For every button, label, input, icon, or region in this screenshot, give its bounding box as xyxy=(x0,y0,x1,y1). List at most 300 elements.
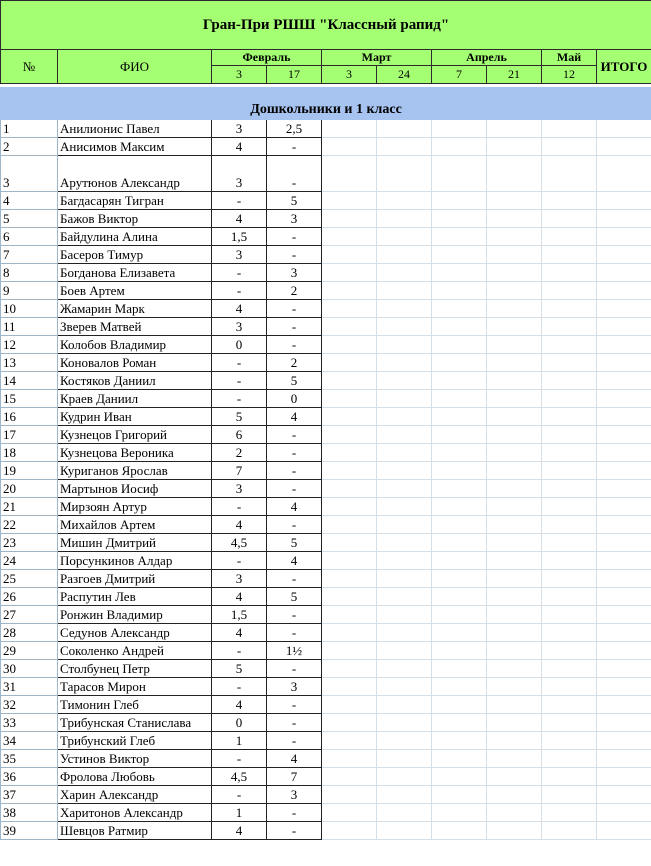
score-mar-3 xyxy=(322,480,377,498)
score-apr-7 xyxy=(432,498,487,516)
score-apr-7 xyxy=(432,480,487,498)
score-feb-17: - xyxy=(267,228,322,246)
table-row xyxy=(1,462,651,480)
score-apr-7 xyxy=(432,426,487,444)
score-may-12 xyxy=(542,354,597,372)
score-total xyxy=(597,300,651,318)
score-mar-24 xyxy=(377,444,432,462)
score-total xyxy=(597,372,651,390)
player-name: Багдасарян Тигран xyxy=(58,192,212,210)
month-header-may: Май xyxy=(542,50,597,66)
score-feb-3: 3 xyxy=(212,570,267,588)
score-apr-7 xyxy=(432,768,487,786)
player-name: Куриганов Ярослав xyxy=(58,462,212,480)
row-number: 2 xyxy=(1,138,58,156)
table-row xyxy=(1,120,651,138)
score-apr-7 xyxy=(432,462,487,480)
row-number: 12 xyxy=(1,336,58,354)
score-may-12 xyxy=(542,606,597,624)
score-feb-3: 1 xyxy=(212,804,267,822)
score-feb-3: - xyxy=(212,498,267,516)
player-name: Фролова Любовь xyxy=(58,768,212,786)
score-apr-7 xyxy=(432,570,487,588)
score-mar-24 xyxy=(377,336,432,354)
score-mar-24 xyxy=(377,480,432,498)
score-total xyxy=(597,408,651,426)
score-feb-3: - xyxy=(212,390,267,408)
score-feb-17: - xyxy=(267,246,322,264)
score-mar-3 xyxy=(322,750,377,768)
score-may-12 xyxy=(542,246,597,264)
row-number: 33 xyxy=(1,714,58,732)
score-feb-3: 3 xyxy=(212,480,267,498)
table-row xyxy=(1,570,651,588)
score-apr-7 xyxy=(432,786,487,804)
table-title: Гран-При РШШ "Классный рапид" xyxy=(1,1,651,50)
player-name: Боев Артем xyxy=(58,282,212,300)
score-total xyxy=(597,354,651,372)
score-apr-21 xyxy=(487,714,542,732)
score-apr-21 xyxy=(487,768,542,786)
score-may-12 xyxy=(542,462,597,480)
row-number: 20 xyxy=(1,480,58,498)
player-name: Разгоев Дмитрий xyxy=(58,570,212,588)
table-row xyxy=(1,138,651,156)
score-mar-24 xyxy=(377,282,432,300)
score-feb-17: - xyxy=(267,336,322,354)
score-apr-7 xyxy=(432,318,487,336)
row-number: 21 xyxy=(1,498,58,516)
table-row xyxy=(1,678,651,696)
score-apr-7 xyxy=(432,642,487,660)
score-may-12 xyxy=(542,786,597,804)
score-apr-21 xyxy=(487,624,542,642)
score-total xyxy=(597,714,651,732)
score-total xyxy=(597,246,651,264)
player-name: Кузнецов Григорий xyxy=(58,426,212,444)
score-feb-17: 5 xyxy=(267,192,322,210)
row-number: 29 xyxy=(1,642,58,660)
score-may-12 xyxy=(542,768,597,786)
score-may-12 xyxy=(542,498,597,516)
score-feb-3: 3 xyxy=(212,156,267,192)
score-may-12 xyxy=(542,444,597,462)
score-total xyxy=(597,768,651,786)
table-row xyxy=(1,210,651,228)
score-may-12 xyxy=(542,264,597,282)
score-mar-3 xyxy=(322,732,377,750)
score-total xyxy=(597,228,651,246)
score-total xyxy=(597,156,651,192)
table-row xyxy=(1,624,651,642)
score-mar-24 xyxy=(377,192,432,210)
score-apr-21 xyxy=(487,444,542,462)
score-mar-3 xyxy=(322,516,377,534)
month-header-march: Март xyxy=(322,50,432,66)
score-total xyxy=(597,696,651,714)
round-header-feb-3: 3 xyxy=(212,66,267,84)
score-may-12 xyxy=(542,552,597,570)
score-apr-7 xyxy=(432,246,487,264)
score-apr-7 xyxy=(432,660,487,678)
score-feb-17: 5 xyxy=(267,588,322,606)
score-mar-3 xyxy=(322,552,377,570)
score-apr-7 xyxy=(432,408,487,426)
column-header-number: № xyxy=(1,50,58,84)
score-feb-17: - xyxy=(267,624,322,642)
score-may-12 xyxy=(542,822,597,840)
score-total xyxy=(597,192,651,210)
row-number: 37 xyxy=(1,786,58,804)
column-header-name: ФИО xyxy=(58,50,212,84)
player-name: Богданова Елизавета xyxy=(58,264,212,282)
score-total xyxy=(597,480,651,498)
score-total xyxy=(597,138,651,156)
row-number: 13 xyxy=(1,354,58,372)
player-name: Трибунская Станислава xyxy=(58,714,212,732)
score-feb-17: - xyxy=(267,822,322,840)
month-header-february: Февраль xyxy=(212,50,322,66)
round-header-mar-3: 3 xyxy=(322,66,377,84)
row-number: 32 xyxy=(1,696,58,714)
score-feb-17: 4 xyxy=(267,552,322,570)
score-apr-21 xyxy=(487,678,542,696)
table-row xyxy=(1,228,651,246)
player-name: Анилионис Павел xyxy=(58,120,212,138)
score-apr-21 xyxy=(487,300,542,318)
player-name: Коновалов Роман xyxy=(58,354,212,372)
score-mar-24 xyxy=(377,588,432,606)
score-apr-7 xyxy=(432,606,487,624)
score-feb-17: 3 xyxy=(267,210,322,228)
player-name: Соколенко Андрей xyxy=(58,642,212,660)
player-name: Мишин Дмитрий xyxy=(58,534,212,552)
score-mar-24 xyxy=(377,696,432,714)
score-mar-3 xyxy=(322,444,377,462)
score-may-12 xyxy=(542,282,597,300)
score-may-12 xyxy=(542,750,597,768)
score-feb-3: 6 xyxy=(212,426,267,444)
score-apr-21 xyxy=(487,372,542,390)
table-row xyxy=(1,660,651,678)
score-mar-3 xyxy=(322,318,377,336)
table-row xyxy=(1,372,651,390)
player-name: Харин Александр xyxy=(58,786,212,804)
row-number: 25 xyxy=(1,570,58,588)
score-may-12 xyxy=(542,714,597,732)
score-may-12 xyxy=(542,516,597,534)
score-total xyxy=(597,624,651,642)
round-header-may-12: 12 xyxy=(542,66,597,84)
score-apr-21 xyxy=(487,696,542,714)
score-apr-21 xyxy=(487,408,542,426)
score-apr-7 xyxy=(432,264,487,282)
score-feb-3: 5 xyxy=(212,660,267,678)
score-feb-17: 5 xyxy=(267,372,322,390)
player-name: Ронжин Владимир xyxy=(58,606,212,624)
score-total xyxy=(597,804,651,822)
score-mar-3 xyxy=(322,390,377,408)
score-mar-24 xyxy=(377,426,432,444)
score-mar-24 xyxy=(377,390,432,408)
score-feb-3: - xyxy=(212,372,267,390)
player-name: Трибунский Глеб xyxy=(58,732,212,750)
score-total xyxy=(597,390,651,408)
player-name: Арутюнов Александр xyxy=(58,156,212,192)
score-mar-24 xyxy=(377,606,432,624)
score-apr-7 xyxy=(432,156,487,192)
row-number: 6 xyxy=(1,228,58,246)
score-feb-17: 2 xyxy=(267,354,322,372)
score-feb-3: - xyxy=(212,264,267,282)
player-name: Кузнецова Вероника xyxy=(58,444,212,462)
table-row xyxy=(1,786,651,804)
score-mar-3 xyxy=(322,462,377,480)
table-row xyxy=(1,426,651,444)
score-feb-17: 4 xyxy=(267,750,322,768)
score-mar-24 xyxy=(377,750,432,768)
player-name: Порсункинов Алдар xyxy=(58,552,212,570)
player-name: Мартынов Иосиф xyxy=(58,480,212,498)
score-mar-3 xyxy=(322,768,377,786)
table-row xyxy=(1,390,651,408)
score-apr-7 xyxy=(432,696,487,714)
row-number: 14 xyxy=(1,372,58,390)
table-row xyxy=(1,246,651,264)
score-feb-3: 1,5 xyxy=(212,228,267,246)
score-apr-7 xyxy=(432,588,487,606)
player-name: Кудрин Иван xyxy=(58,408,212,426)
score-feb-17: 2,5 xyxy=(267,120,322,138)
score-apr-21 xyxy=(487,210,542,228)
score-apr-21 xyxy=(487,588,542,606)
score-feb-3: 4 xyxy=(212,516,267,534)
score-feb-3: - xyxy=(212,552,267,570)
score-may-12 xyxy=(542,534,597,552)
score-apr-21 xyxy=(487,516,542,534)
score-apr-21 xyxy=(487,246,542,264)
score-may-12 xyxy=(542,642,597,660)
score-feb-17: - xyxy=(267,138,322,156)
score-mar-24 xyxy=(377,246,432,264)
score-total xyxy=(597,210,651,228)
score-apr-21 xyxy=(487,156,542,192)
score-feb-3: 0 xyxy=(212,336,267,354)
row-number: 31 xyxy=(1,678,58,696)
score-apr-21 xyxy=(487,228,542,246)
score-feb-17: - xyxy=(267,516,322,534)
player-name: Михайлов Артем xyxy=(58,516,212,534)
table-row xyxy=(1,696,651,714)
score-total xyxy=(597,552,651,570)
score-total xyxy=(597,444,651,462)
table-row xyxy=(1,264,651,282)
table-row xyxy=(1,354,651,372)
score-mar-24 xyxy=(377,210,432,228)
score-apr-21 xyxy=(487,732,542,750)
score-apr-21 xyxy=(487,642,542,660)
score-apr-21 xyxy=(487,660,542,678)
row-number: 16 xyxy=(1,408,58,426)
row-number: 26 xyxy=(1,588,58,606)
score-mar-24 xyxy=(377,318,432,336)
score-feb-17: 2 xyxy=(267,282,322,300)
score-may-12 xyxy=(542,138,597,156)
row-number: 28 xyxy=(1,624,58,642)
score-total xyxy=(597,426,651,444)
row-number: 7 xyxy=(1,246,58,264)
score-feb-3: 4 xyxy=(212,300,267,318)
score-mar-24 xyxy=(377,570,432,588)
score-total xyxy=(597,750,651,768)
score-may-12 xyxy=(542,120,597,138)
score-apr-7 xyxy=(432,300,487,318)
row-number: 24 xyxy=(1,552,58,570)
score-feb-17: - xyxy=(267,606,322,624)
score-may-12 xyxy=(542,408,597,426)
score-apr-21 xyxy=(487,336,542,354)
score-feb-3: 2 xyxy=(212,444,267,462)
score-may-12 xyxy=(542,156,597,192)
score-feb-3: - xyxy=(212,786,267,804)
score-apr-7 xyxy=(432,804,487,822)
score-may-12 xyxy=(542,678,597,696)
score-feb-3: 4 xyxy=(212,624,267,642)
player-name: Мирзоян Артур xyxy=(58,498,212,516)
score-apr-7 xyxy=(432,822,487,840)
score-apr-21 xyxy=(487,264,542,282)
score-may-12 xyxy=(542,660,597,678)
table-row xyxy=(1,480,651,498)
score-feb-3: 4,5 xyxy=(212,768,267,786)
score-mar-3 xyxy=(322,264,377,282)
score-total xyxy=(597,786,651,804)
score-mar-3 xyxy=(322,336,377,354)
score-total xyxy=(597,588,651,606)
score-apr-7 xyxy=(432,372,487,390)
score-feb-17: - xyxy=(267,660,322,678)
score-apr-21 xyxy=(487,426,542,444)
score-mar-3 xyxy=(322,228,377,246)
score-mar-24 xyxy=(377,732,432,750)
score-feb-17: 3 xyxy=(267,264,322,282)
score-mar-24 xyxy=(377,642,432,660)
score-total xyxy=(597,516,651,534)
score-mar-24 xyxy=(377,822,432,840)
round-header-apr-21: 21 xyxy=(487,66,542,84)
score-feb-3: 5 xyxy=(212,408,267,426)
score-mar-3 xyxy=(322,606,377,624)
score-may-12 xyxy=(542,804,597,822)
score-mar-24 xyxy=(377,228,432,246)
score-mar-24 xyxy=(377,552,432,570)
score-apr-7 xyxy=(432,336,487,354)
score-may-12 xyxy=(542,480,597,498)
score-may-12 xyxy=(542,426,597,444)
table-row xyxy=(1,750,651,768)
month-header-april: Апрель xyxy=(432,50,542,66)
score-total xyxy=(597,660,651,678)
score-mar-3 xyxy=(322,660,377,678)
score-apr-7 xyxy=(432,624,487,642)
score-feb-17: - xyxy=(267,570,322,588)
round-header-mar-24: 24 xyxy=(377,66,432,84)
score-apr-7 xyxy=(432,552,487,570)
player-name: Жамарин Марк xyxy=(58,300,212,318)
score-mar-24 xyxy=(377,678,432,696)
score-mar-24 xyxy=(377,786,432,804)
score-may-12 xyxy=(542,318,597,336)
score-mar-3 xyxy=(322,246,377,264)
score-apr-7 xyxy=(432,228,487,246)
score-may-12 xyxy=(542,336,597,354)
score-mar-3 xyxy=(322,372,377,390)
row-number: 35 xyxy=(1,750,58,768)
section-title: Дошкольники и 1 класс xyxy=(1,88,651,120)
score-mar-3 xyxy=(322,354,377,372)
row-number: 39 xyxy=(1,822,58,840)
score-mar-24 xyxy=(377,660,432,678)
score-mar-3 xyxy=(322,408,377,426)
table-row xyxy=(1,408,651,426)
score-apr-21 xyxy=(487,570,542,588)
score-mar-24 xyxy=(377,138,432,156)
player-name: Харитонов Александр xyxy=(58,804,212,822)
row-number: 22 xyxy=(1,516,58,534)
score-mar-24 xyxy=(377,624,432,642)
table-row xyxy=(1,444,651,462)
player-name: Байдулина Алина xyxy=(58,228,212,246)
score-apr-21 xyxy=(487,552,542,570)
score-feb-17: - xyxy=(267,804,322,822)
column-header-total: ИТОГО xyxy=(597,50,651,84)
score-may-12 xyxy=(542,696,597,714)
score-apr-7 xyxy=(432,138,487,156)
score-mar-24 xyxy=(377,714,432,732)
score-mar-3 xyxy=(322,570,377,588)
score-apr-21 xyxy=(487,462,542,480)
score-mar-3 xyxy=(322,714,377,732)
score-mar-3 xyxy=(322,642,377,660)
player-name: Анисимов Максим xyxy=(58,138,212,156)
table-row xyxy=(1,516,651,534)
score-may-12 xyxy=(542,390,597,408)
table-row xyxy=(1,606,651,624)
table-row xyxy=(1,300,651,318)
score-may-12 xyxy=(542,300,597,318)
score-total xyxy=(597,732,651,750)
score-mar-24 xyxy=(377,462,432,480)
score-feb-17: - xyxy=(267,318,322,336)
table-row xyxy=(1,714,651,732)
score-may-12 xyxy=(542,732,597,750)
score-mar-24 xyxy=(377,516,432,534)
score-mar-3 xyxy=(322,120,377,138)
score-feb-17: 5 xyxy=(267,534,322,552)
score-apr-7 xyxy=(432,534,487,552)
score-feb-3: - xyxy=(212,282,267,300)
table-row xyxy=(1,192,651,210)
table-row xyxy=(1,156,651,192)
score-feb-3: - xyxy=(212,750,267,768)
score-apr-7 xyxy=(432,732,487,750)
score-feb-3: 4 xyxy=(212,696,267,714)
score-apr-7 xyxy=(432,516,487,534)
score-may-12 xyxy=(542,372,597,390)
score-mar-24 xyxy=(377,264,432,282)
score-total xyxy=(597,570,651,588)
player-name: Седунов Александр xyxy=(58,624,212,642)
